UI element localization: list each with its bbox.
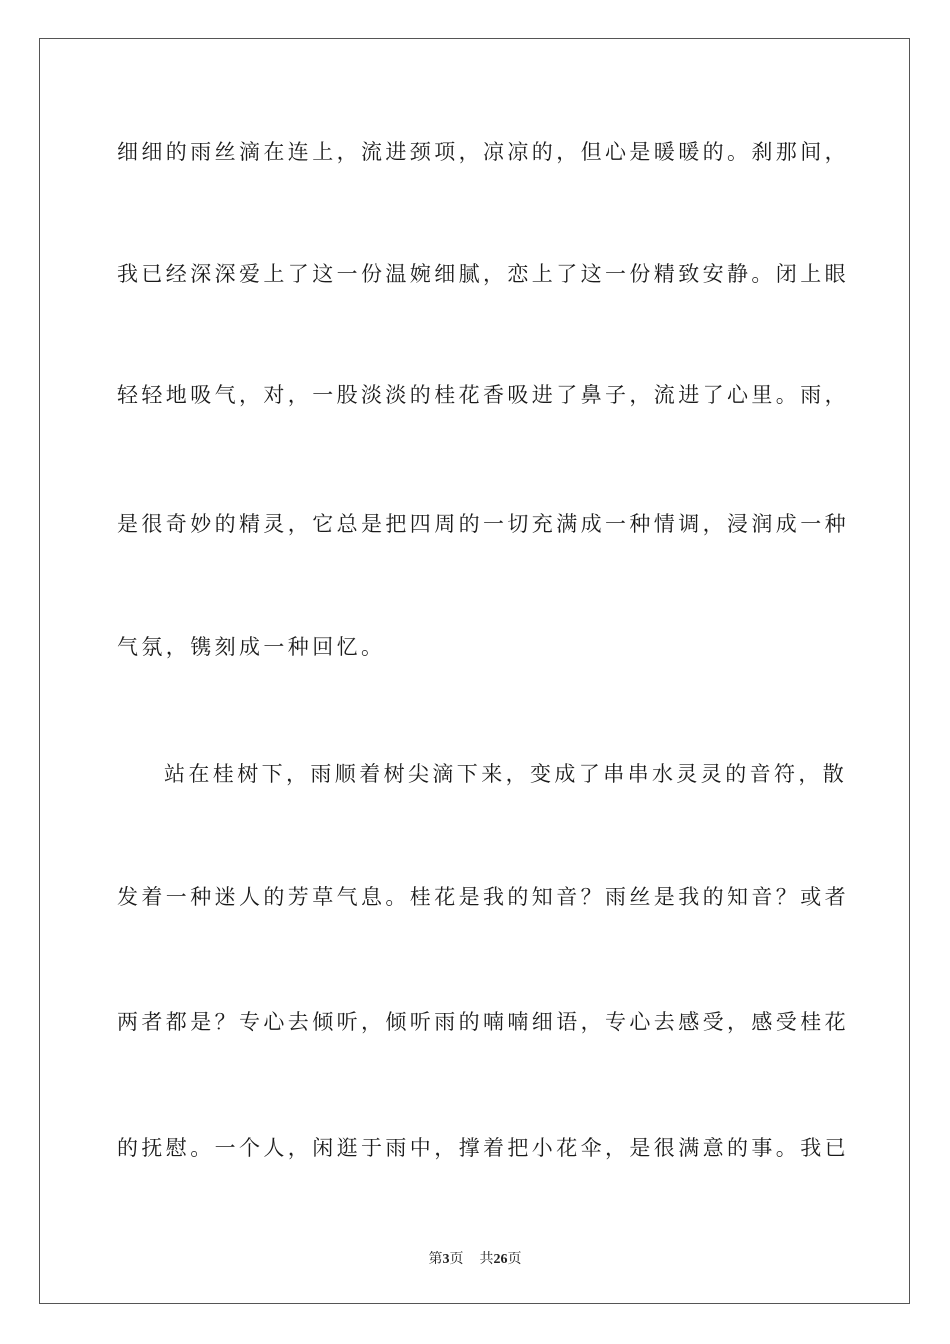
text-line-1: 细细的雨丝滴在连上，流进颈项，凉凉的，但心是暖暖的。刹那间， bbox=[117, 140, 849, 164]
page-number: 3 bbox=[442, 1252, 450, 1267]
page-border bbox=[39, 38, 910, 1304]
text-line-3: 轻轻地吸气，对，一股淡淡的桂花香吸进了鼻子，流进了心里。雨， bbox=[117, 383, 849, 407]
text-line-7: 发着一种迷人的芳草气息。桂花是我的知音？雨丝是我的知音？或者 bbox=[117, 885, 849, 909]
page-prefix: 第 bbox=[428, 1251, 443, 1267]
total-suffix: 页 bbox=[507, 1251, 522, 1267]
text-line-4: 是很奇妙的精灵，它总是把四周的一切充满成一种情调，浸润成一种 bbox=[117, 512, 849, 536]
total-pages: 26 bbox=[493, 1252, 508, 1267]
total-prefix: 共 bbox=[479, 1251, 494, 1267]
text-line-2: 我已经深深爱上了这一份温婉细腻，恋上了这一份精致安静。闭上眼 bbox=[117, 262, 849, 286]
page-footer bbox=[0, 1248, 950, 1268]
page-suffix: 页 bbox=[449, 1251, 464, 1267]
text-line-6-indented: 站在桂树下，雨顺着树尖滴下来，变成了串串水灵灵的音符，散 bbox=[164, 762, 848, 786]
text-line-5: 气氛，镌刻成一种回忆。 bbox=[117, 635, 386, 659]
text-line-8: 两者都是？专心去倾听，倾听雨的喃喃细语，专心去感受，感受桂花 bbox=[117, 1010, 849, 1034]
text-line-9: 的抚慰。一个人，闲逛于雨中，撑着把小花伞，是很满意的事。我已 bbox=[117, 1136, 849, 1160]
